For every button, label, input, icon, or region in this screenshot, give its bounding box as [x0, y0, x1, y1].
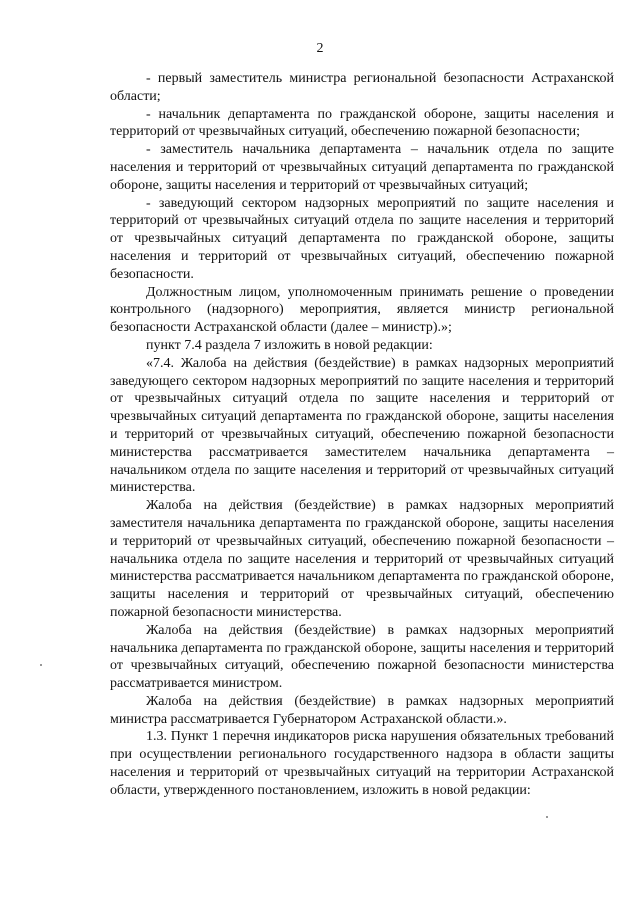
list-item-first-deputy-minister: - первый заместитель министра региональной безопасности Астраханской области; — [110, 71, 614, 104]
list-item-department-head: - начальник департамента по гражданской обороне, защиты населения и территорий от чрезвычайных ситуаций, обеспечению пожарной безопасности; — [110, 106, 614, 140]
paragraph-authorized-official: Должностным лицом, уполномоченным принимать решение о проведении контрольного (надзорного) мероприятия, является министр региональной безопасности Астраханской области (далее – министр).»; — [110, 284, 614, 336]
document-body — [110, 70, 614, 800]
paragraph-complaint-department-head: Жалоба на действия (бездействие) в рамках надзорных мероприятий начальника департамента по гражданской обороне, защиты населения и территорий от чрезвычайных ситуаций, обеспечению пожарной безопасности министерства рассматривается министром. — [110, 622, 614, 692]
paragraph-complaint-deputy-head: Жалоба на действия (бездействие) в рамках надзорных мероприятий заместителя начальника департамента по гражданской обороне, защиты населения и территорий от чрезвычайных ситуаций, обеспечению пожарной безопасности – начальника отдела по защите населения и территорий от чрезвычайных ситуаций министерства рассматривается начальником департамента по гражданской обороне, защиты населения и территорий от чрезвычайных ситуаций, обеспечению пожарной безопасности министерства. — [110, 498, 614, 620]
scan-speck — [546, 816, 548, 818]
scan-speck — [40, 664, 42, 666]
paragraph-item-1-3: 1.3. Пункт 1 перечня индикаторов риска нарушения обязательных требований при осуществлении регионального государственного надзора в области защиты населения и территорий от чрезвычайных ситуаций на территории Астраханской области, утвержденного постановлением, изложить в новой редакции: — [110, 729, 614, 798]
paragraph-complaint-sector-head: «7.4. Жалоба на действия (бездействие) в рамках надзорных мероприятий заведующего сектором надзорных мероприятий по защите населения и территорий от чрезвычайных ситуаций отдела по защите населения и территорий от чрезвычайных ситуаций департамента по гражданской обороне, защиты населения и территорий от чрезвычайных ситуаций, обеспечению пожарной безопасности министерства рассматривается заместителем начальника департамента – начальником отдела по защите населения и территорий от чрезвычайных ситуаций министерства. — [110, 355, 614, 496]
paragraph-complaint-minister: Жалоба на действия (бездействие) в рамках надзорных мероприятий министра рассматривается Губернатором Астраханской области.». — [110, 693, 614, 727]
list-item-sector-head: - заведующий сектором надзорных мероприятий по защите населения и территорий от чрезвычайных ситуаций отдела по защите населения и территорий от чрезвычайных ситуаций департамента по гражданской обороне, защиты населения и территорий от чрезвычайных ситуаций, обеспечению пожарной безопасности. — [110, 195, 614, 282]
paragraph-amendment-7-4: пункт 7.4 раздела 7 изложить в новой редакции: — [146, 337, 433, 353]
list-item-deputy-department-head: - заместитель начальника департамента – начальник отдела по защите населения и территорий от чрезвычайных ситуаций департамента по гражданской обороне, защиты населения и территорий от чрезвычайных ситуаций; — [110, 142, 614, 193]
page-number: 2 — [316, 41, 324, 56]
